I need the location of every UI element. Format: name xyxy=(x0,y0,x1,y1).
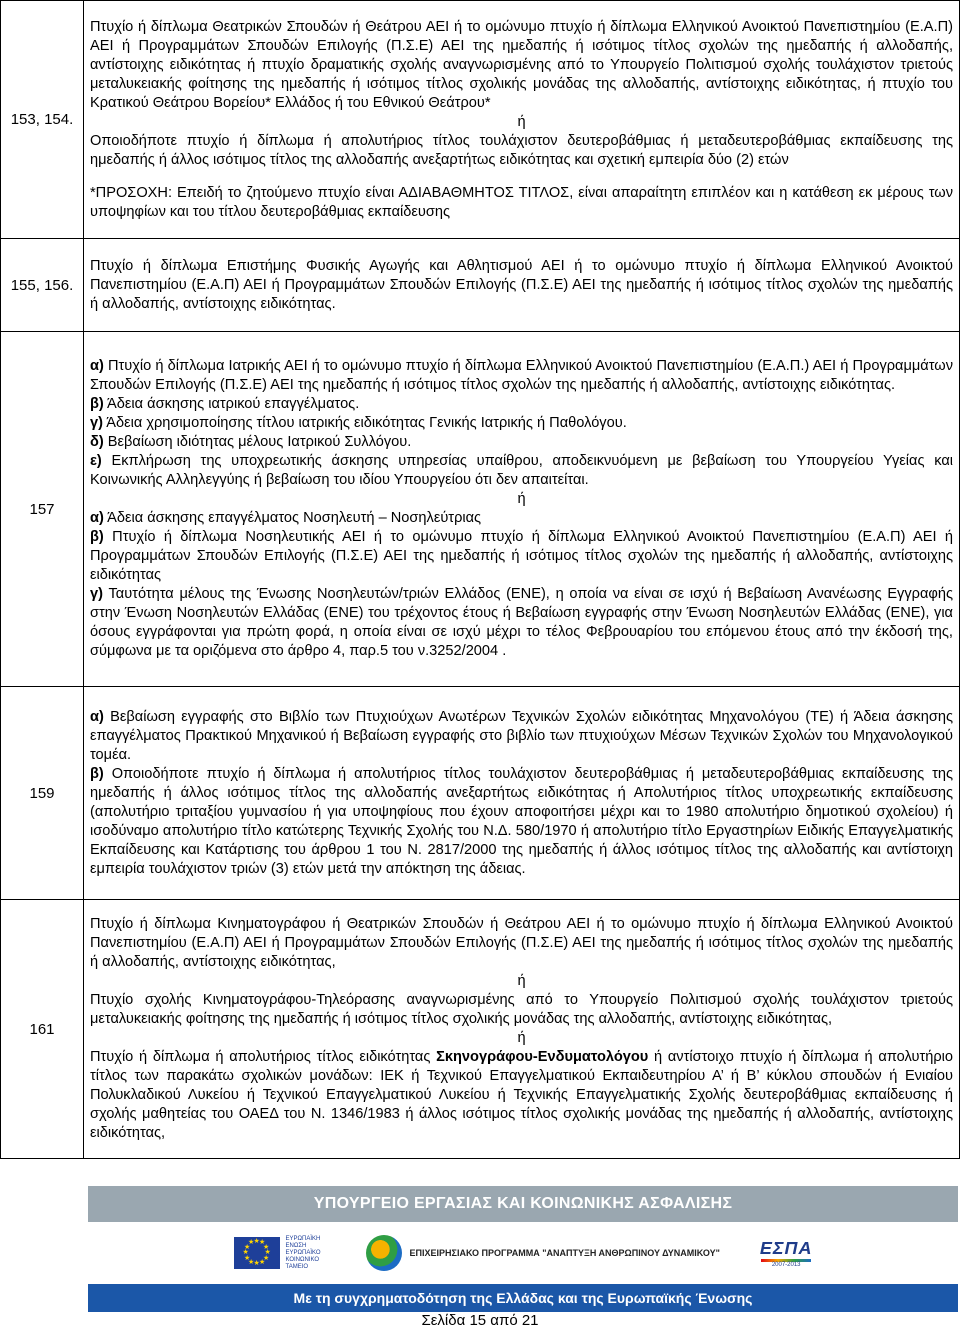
eu-star-icon: ★ xyxy=(253,1238,260,1245)
requirement-item xyxy=(90,765,953,879)
eu-logo xyxy=(234,1236,326,1271)
specialty-name: Σκηνογράφου-Ενδυματολόγου xyxy=(436,1049,649,1065)
eu-star-icon: ★ xyxy=(259,1258,266,1266)
item-label: γ) xyxy=(90,586,103,602)
logo-row xyxy=(88,1228,958,1278)
item-label: δ) xyxy=(90,434,104,450)
or-separator: ή xyxy=(517,1030,526,1046)
eu-star-icon: ★ xyxy=(264,1249,271,1256)
requirement-item xyxy=(90,357,953,395)
requirement-paragraph xyxy=(90,1048,953,1143)
requirement-paragraph: Οποιοδήποτε πτυχίο ή δίπλωμα ή απολυτήριος τίτλος τουλάχιστον δευτεροβάθμιας ή μεταδευτεροβάθμιας εκπαίδευσης της ημεδαπής ή άλλος ισότιμος τίτλος της αλλοδαπής ανεξαρτήτως ειδικότητας και σχετική εμπειρία δύο (2) ετών xyxy=(90,132,953,168)
item-text: Άδεια χρησιμοποίησης τίτλου ιατρικής ειδικότητας Γενικής Ιατρικής ή Παθολόγου. xyxy=(106,415,627,431)
table-row xyxy=(1,900,960,1159)
row-number: 161 xyxy=(1,900,84,1159)
item-label: β) xyxy=(90,529,104,545)
row-requirements xyxy=(84,239,960,332)
row-number: 155, 156. xyxy=(1,239,84,332)
item-label: α) xyxy=(90,510,104,526)
eu-star-icon: ★ xyxy=(263,1243,270,1251)
program-emblem-icon xyxy=(366,1235,402,1271)
item-label: γ) xyxy=(90,415,103,431)
requirement-item xyxy=(90,528,953,585)
item-text: Εκπλήρωση της υποχρεωτικής άσκησης υπηρεσίας υπαίθρου, αποδεικνυόμενη με βεβαίωση του Υπουργείου Υγείας και Κοινωνικής Αλληλεγγύης ή βεβαίωση του ιδίου Υπουργείου ότι δεν απαιτείται. xyxy=(90,453,954,488)
page-number: Σελίδα 15 από 21 xyxy=(421,1312,539,1329)
row-requirements xyxy=(84,900,960,1159)
table-row xyxy=(1,687,960,900)
item-label: β) xyxy=(90,396,104,412)
requirement-paragraph: Πτυχίο σχολής Κινηματογράφου-Τηλεόρασης αναγνωρισμένης από το Υπουργείο Πολιτισμού σχολής τουλάχιστον τριετούς μεταλυκειακής φοίτησης της ημεδαπής ή ισότιμος τίτλος σχολικής μονάδας της αλλοδαπής, αντίστοιχης ειδικότητας, xyxy=(90,992,953,1027)
requirement-item xyxy=(90,585,953,661)
espa-years: 2007-2013 xyxy=(771,1262,801,1268)
item-text: Πτυχίο ή δίπλωμα Ιατρικής ΑΕΙ ή το ομώνυμο πτυχίο ή δίπλωμα Ελληνικού Ανοικτού Πανεπιστημίου (Ε.Α.Π.) ΑΕΙ ή Προγραμμάτων Σπουδών Επιλογής (Π.Σ.Ε) ΑΕΙ της ημεδαπής ή ισότιμος τίτλος σχολών της ημεδαπής ή αλλοδαπής, αντίστοιχης ειδικότητας. xyxy=(90,358,953,393)
requirement-paragraph: *ΠΡΟΣΟΧΗ: Επειδή το ζητούμενο πτυχίο είναι ΑΔΙΑΒΑΘΜΗΤΟΣ ΤΙΤΛΟΣ, είναι απαραίτητη επιπλέον και η κατάθεση εκ μέρους των υποψηφίων και του τίτλου δευτεροβάθμιας εκπαίδευσης xyxy=(90,184,953,220)
item-text: Άδεια άσκησης επαγγέλματος Νοσηλευτή – Νοσηλεύτριας xyxy=(107,510,482,526)
row-number: 157 xyxy=(1,332,84,687)
requirement-paragraph: Πτυχίο ή δίπλωμα Θεατρικών Σπουδών ή Θεάτρου ΑΕΙ ή το ομώνυμο πτυχίο ή δίπλωμα Ελληνικού Ανοικτού Πανεπιστημίου (Ε.Α.Π) ΑΕΙ ή Προγραμμάτων Σπουδών Επιλογής (Π.Σ.Ε) ΑΕΙ της ημεδαπής ή ισότιμος τίτλος σχολών της ημεδαπής ή αλλοδαπής, αντίστοιχης ειδικότητας ή πτυχίο δραματικής σχολής αναγνωρισμένης από το Υπουργείο Πολιτισμού σχολής τουλάχιστον τριετούς μεταλυκειακής φοίτησης της ημεδαπής ή ισότιμος τίτλος σχολικής μονάδας της αλλοδαπής, αντίστοιχης ειδικότητας, ή πτυχίο του Κρατικού Θεάτρου Βορείου* Ελλάδος ή του Εθνικού Θεάτρου* xyxy=(90,18,953,111)
item-label: β) xyxy=(90,765,104,782)
requirement-paragraph: Πτυχίο ή δίπλωμα Κινηματογράφου ή Θεατρικών Σπουδών ή Θεάτρου ΑΕΙ ή το ομώνυμο πτυχίο ή δίπλωμα Ελληνικού Ανοικτού Πανεπιστημίου (Ε.Α.Π) ΑΕΙ ή Προγραμμάτων Σπουδών Επιλογής (Π.Σ.Ε) ΑΕΙ της ημεδαπής ή ισότιμος τίτλος σχολών της ημεδαπής ή αλλοδαπής, αντίστοιχης ειδικότητας, xyxy=(90,916,953,970)
row-number: 153, 154. xyxy=(1,1,84,239)
espa-logo xyxy=(760,1238,813,1268)
eu-label: ΕΥΡΩΠΑΪΚΗ ΕΝΩΣΗ ΕΥΡΩΠΑΪΚΟ ΚΟΙΝΩΝΙΚΟ ΤΑΜΕΙΟ xyxy=(285,1235,321,1270)
eu-star-icon: ★ xyxy=(244,1254,251,1262)
ministry-bar: ΥΠΟΥΡΓΕΙΟ ΕΡΓΑΣΙΑΣ ΚΑΙ ΚΟΙΝΩΝΙΚΗΣ ΑΣΦΑΛΙΣΗΣ xyxy=(88,1186,958,1222)
table-row xyxy=(1,239,960,332)
row-requirements xyxy=(84,687,960,900)
eu-star-icon: ★ xyxy=(248,1239,255,1247)
eu-star-icon: ★ xyxy=(263,1254,270,1262)
requirement-item xyxy=(90,452,953,490)
item-text: Βεβαίωση ιδιότητας μέλους Ιατρικού Συλλόγου. xyxy=(107,434,412,450)
row-number: 159 xyxy=(1,687,84,900)
eu-flag-icon xyxy=(234,1237,280,1269)
cofinance-bar: Με τη συγχρηματοδότηση της Ελλάδας και της Ευρωπαϊκής Ένωσης xyxy=(88,1284,958,1312)
item-label: α) xyxy=(90,358,104,374)
item-label: α) xyxy=(90,708,104,725)
item-text: Ταυτότητα μέλους της Ένωσης Νοσηλευτών/τριών Ελλάδος (ΕΝΕ), η οποία να είναι σε ισχύ ή Βεβαίωση Ανανέωσης Εγγραφής στην Ένωση Νοσηλευτών Ελλάδας (ΕΝΕ) του τρέχοντος έτους ή Βεβαίωση εγγραφής στην Ένωση Νοσηλευτών Ελλάδας (ΕΝΕ), για όσους εγγράφονται για πρώτη φορά, η οποία είναι σε ισχύ μέχρι το τέλος Φεβρουαρίου του επόμενου έτους από την έκδοσή της, σύμφωνα με τα οριζόμενα στο άρθρο 4, παρ.5 του ν.3252/2004 . xyxy=(90,586,953,659)
item-text: Πτυχίο ή δίπλωμα Νοσηλευτικής ΑΕΙ ή το ομώνυμο πτυχίο ή δίπλωμα Ελληνικού Ανοικτού Πανεπιστημίου (Ε.Α.Π) ΑΕΙ ή Προγραμμάτων Σπουδών Επιλογής (Π.Σ.Ε) ΑΕΙ της ημεδαπής ή ισότιμος τίτλος σχολών της ημεδαπής ή αλλοδαπής, αντίστοιχης ειδικότητας xyxy=(90,529,953,583)
requirement-item xyxy=(90,433,953,452)
item-label: ε) xyxy=(90,453,102,469)
item-text: Βεβαίωση εγγραφής στο Βιβλίο των Πτυχιούχων Ανωτέρων Τεχνικών Σχολών ειδικότητας Μηχανολόγου (ΤΕ) ή Άδεια άσκησης επαγγέλματος Πρακτικού Μηχανικού ή Βεβαίωση εγγραφής στο βιβλίο των πτυχιούχων Μέσων Τεχνικών Σχολών του Μηχανολογικού τομέα. xyxy=(90,708,953,763)
requirement-paragraph: Πτυχίο ή δίπλωμα Επιστήμης Φυσικής Αγωγής και Αθλητισμού ΑΕΙ ή το ομώνυμο πτυχίο ή δίπλωμα Ελληνικού Ανοικτού Πανεπιστημίου (Ε.Α.Π) ΑΕΙ ή Προγραμμάτων Σπουδών Επιλογής (Π.Σ.Ε) ΑΕΙ της ημεδαπής ή ισότιμος τίτλος σχολών της ημεδαπής ή αλλοδαπής, αντίστοιχης ειδικότητας. xyxy=(90,257,953,312)
requirement-item xyxy=(90,708,953,765)
program-label: ΕΠΙΧΕΙΡΗΣΙΑΚΟ ΠΡΟΓΡΑΜΜΑ "ΑΝΑΠΤΥΞΗ ΑΝΘΡΩΠΙΝΟΥ ΔΥΝΑΜΙΚΟΥ" xyxy=(409,1247,720,1258)
requirement-item xyxy=(90,395,953,414)
paragraph-text: Πτυχίο ή δίπλωμα ή απολυτήριος τίτλος ειδικότητας xyxy=(90,1049,437,1065)
table-row xyxy=(1,1,960,239)
table-row xyxy=(1,332,960,687)
eu-star-icon: ★ xyxy=(259,1239,266,1247)
requirement-item xyxy=(90,414,953,433)
eu-star-icon: ★ xyxy=(248,1258,255,1266)
or-separator: ή xyxy=(517,113,526,130)
program-logo xyxy=(366,1235,720,1271)
espa-label: ΕΣΠΑ xyxy=(759,1238,813,1258)
eu-star-icon: ★ xyxy=(253,1260,260,1267)
or-separator: ή xyxy=(517,491,526,507)
row-requirements xyxy=(84,1,960,239)
or-separator: ή xyxy=(517,973,526,989)
eu-star-icon: ★ xyxy=(244,1243,251,1251)
row-requirements xyxy=(84,332,960,687)
requirement-item xyxy=(90,509,953,528)
funding-banner xyxy=(88,1186,958,1314)
eu-star-icon: ★ xyxy=(242,1249,249,1256)
item-text: Οποιοδήποτε πτυχίο ή δίπλωμα ή απολυτήριος τίτλος τουλάχιστον δευτεροβάθμιας ή μεταδευτεροβάθμιας εκπαίδευσης της ημεδαπής ή άλλος ισότιμος τίτλος της αλλοδαπής ανεξαρτήτως ειδικότητας ή Απολυτήριος τίτλος υποχρεωτικής εκπαίδευσης (απολυτήριο τριταξίου γυμνασίου ή για υποψηφίους που έχουν αποφοιτήσει μέχρι και το 1980 απολυτήριο δημοτικού σχολείου) ή ισοδύναμο απολυτήριο τίτλο κατώτερης Τεχνικής Σχολής του Ν.Δ. 580/1970 ή απολυτήριο τίτλο Εργαστηρίων Ειδικής Επαγγελματικής Εκπαίδευσης και Κατάρτισης του άρθρου 1 του Ν. 2817/2000 της ημεδαπής ή άλλος ισότιμος τίτλος της αλλοδαπής και αντίστοιχη εμπειρία τουλάχιστον τριών (3) ετών μετά την απόκτηση της άδειας. xyxy=(90,765,953,877)
paragraph-text: ή αντίστοιχο πτυχίο ή δίπλωμα ή απολυτήριο τίτλος των παρακάτω σχολικών μονάδων: ΙΕΚ ή Τεχνικού Επαγγελματικού Εκπαιδευτηρίου Α’ ή Β’ κύκλου σπουδών ή Ενιαίου Πολυκλαδικού Λυκείου ή Τεχνικού Επαγγελματικού Λυκείου ή Τεχνικής Επαγγελματικής Σχολής δευτεροβάθμιας εκπαίδευσης ή σχολής μαθητείας του ΟΑΕΔ του Ν. 1346/1983 ή άλλος ισότιμος τίτλος σχολικής μονάδας της ημεδαπής ή αλλοδαπής, αντίστοιχης ειδικότητας, xyxy=(90,1049,953,1141)
item-text: Άδεια άσκησης ιατρικού επαγγέλματος. xyxy=(107,396,360,412)
